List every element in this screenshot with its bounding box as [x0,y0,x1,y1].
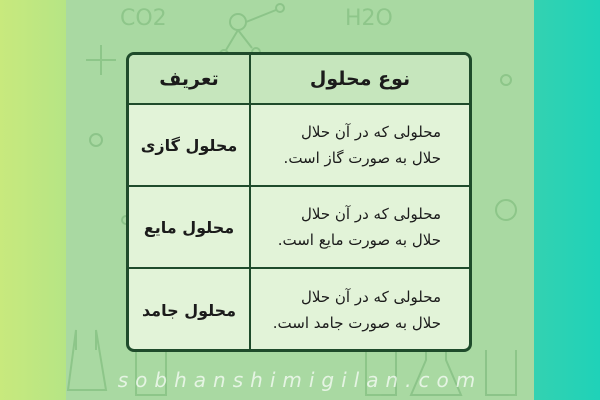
row-name-cell [129,105,249,185]
row-name-cell [129,269,249,351]
row-name-cell [129,187,249,267]
row-description-cell [249,269,469,351]
description-line: محلولی که در آن حلال [301,122,441,141]
description-line: حلال به صورت گاز است. [283,149,441,167]
watermark: sobhanshimigilan.com [117,368,483,392]
solution-types-table [126,52,472,352]
row-description [251,201,469,254]
header-definition [129,55,249,103]
h2o-doodle: H2O [345,6,393,31]
solution-name: محلول جامد [141,300,237,320]
table-row [129,269,469,351]
description-line: حلال به صورت جامد است. [272,314,441,332]
table-row [129,105,469,187]
header-solution-type-label: نوع محلول [309,68,411,90]
table-row [129,187,469,269]
solution-name: محلول مایع [143,217,235,237]
description-line: محلولی که در آن حلال [301,287,441,306]
row-description [251,284,469,337]
solution-name: محلول گازی [140,135,238,155]
row-description [251,119,469,172]
table-header-row [129,55,469,105]
row-description-cell [249,105,469,185]
co2-doodle: CO2 [120,6,167,31]
header-solution-type [249,55,469,103]
description-line: محلولی که در آن حلال [301,204,441,223]
header-definition-label: تعریف [159,68,219,90]
row-description-cell [249,187,469,267]
description-line: حلال به صورت مایع است. [277,231,441,249]
